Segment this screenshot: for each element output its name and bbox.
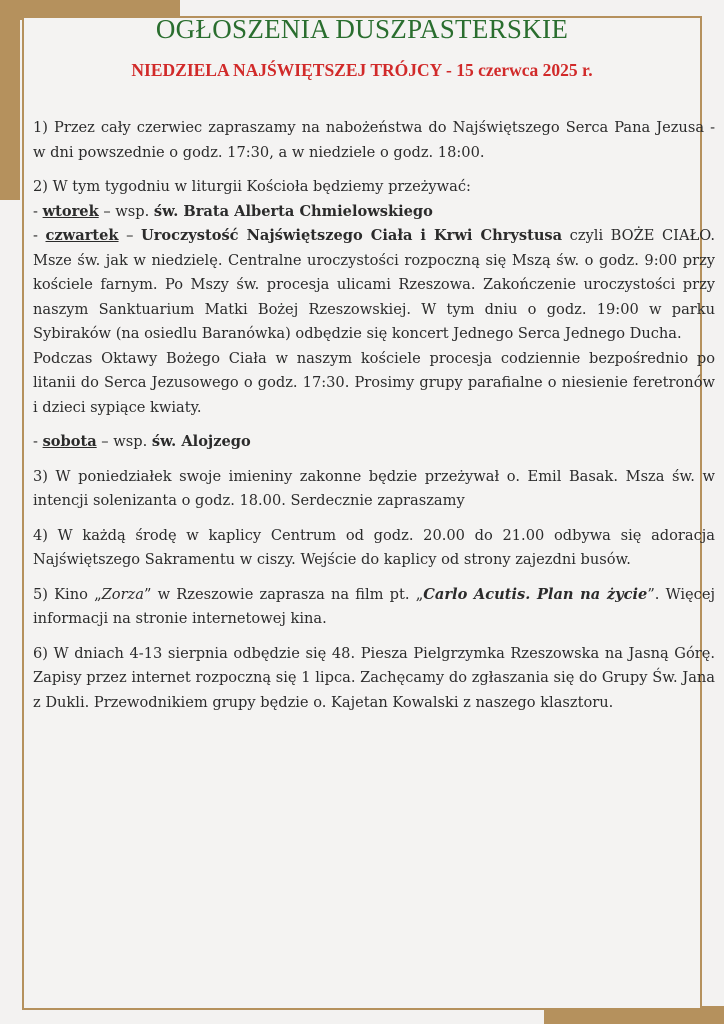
- saturday-line: - sobota – wsp. św. Alojzego: [33, 433, 251, 450]
- thursday-label: czwartek: [45, 227, 119, 244]
- thursday-feast: Uroczystość Najświętszego Ciała i Krwi Chrystusa: [140, 227, 563, 244]
- film-title: Carlo Acutis. Plan na życie: [423, 585, 648, 603]
- announcement-5: 5) Kino „Zorza” w Rzeszowie zaprasza na film pt. „Carlo Acutis. Plan na życie”. Więcej informacji na stronie internetowej kina.: [33, 585, 715, 627]
- page-subtitle: NIEDZIELA NAJŚWIĘTSZEJ TRÓJCY - 15 czerwca 2025 r.: [131, 60, 593, 80]
- octave-note: Podczas Oktawy Bożego Ciała w naszym kościele procesja codziennie bezpośrednio po litanii do Serca Jezusowego o godz. 17:30. Prosimy grupy parafialne o niesienie feretronów i dzieci sypiące kwiaty.: [33, 349, 715, 416]
- tuesday-label: wtorek: [42, 202, 99, 220]
- saturday-feast: św. Alojzego: [151, 433, 251, 450]
- tuesday-feast: św. Brata Alberta Chmielowskiego: [153, 202, 433, 220]
- thursday-line: - czwartek – Uroczystość Najświętszego Ciała i Krwi Chrystusa czyli BOŻE CIAŁO. Msze św. jak w niedzielę. Centralne uroczystości rozpoczną się Mszą św. o godz. 9:00 przy kościele farnym. Po Mszy św. procesja ulicami Rzeszowa. Zakończenie uroczystości przy naszym Sanktuarium Matki Bożej Rzeszowskiej. W tym dniu o godz. 19:00 w parku Sybiraków (na osiedlu Baranówka) odbędzie się koncert Jednego Serca Jednego Ducha.: [33, 227, 715, 342]
- announcement-4: 4) W każdą środę w kaplicy Centrum od godz. 20.00 do 21.00 odbywa się adoracja Najświętszego Sakramentu w ciszy. Wejście do kaplicy od strony zajezdni busów.: [33, 526, 715, 568]
- saturday-label: sobota: [42, 433, 97, 450]
- page-title: OGŁOSZENIA DUSZPASTERSKIE: [155, 14, 569, 44]
- cinema-name: Zorza: [101, 585, 144, 603]
- thursday-details: czyli BOŻE CIAŁO. Msze św. jak w niedzielę. Centralne uroczystości rozpoczną się Mszą św. o godz. 9:00 przy kościele farnym. Po Mszy św. procesja ulicami Rzeszowa. Zakończenie uroczystości przy naszym Sanktuarium Matki Bożej Rzeszowskiej. W tym dniu o godz. 19:00 w parku Sybiraków (na osiedlu Baranówka) odbędzie się koncert Jednego Serca Jednego Ducha.: [33, 227, 715, 342]
- announcements: [33, 116, 715, 725]
- announcement-3: 3) W poniedziałek swoje imieniny zakonne będzie przeżywał o. Emil Basak. Msza św. w intencji solenizanta o godz. 18.00. Serdecznie zapraszamy: [33, 467, 715, 509]
- announcement-2-intro: 2) W tym tygodniu w liturgii Kościoła będziemy przeżywać:: [33, 178, 471, 195]
- tuesday-line: - wtorek – wsp. św. Brata Alberta Chmielowskiego: [33, 202, 433, 220]
- announcement-6: 6) W dniach 4-13 sierpnia odbędzie się 48. Piesza Pielgrzymka Rzeszowska na Jasną Górę. Zapisy przez internet rozpoczną się 1 lipca. Zachęcamy do zgłaszania się do Grupy Św. Jana z Dukli. Przewodnikiem grupy będzie o. Kajetan Kowalski z naszego klasztoru.: [33, 644, 715, 711]
- announcement-2: [33, 175, 715, 420]
- announcement-1: 1) Przez cały czerwiec zapraszamy na nabożeństwa do Najświętszego Serca Pana Jezusa - w dni powszednie o godz. 17:30, a w niedziele o godz. 18:00.: [33, 119, 715, 161]
